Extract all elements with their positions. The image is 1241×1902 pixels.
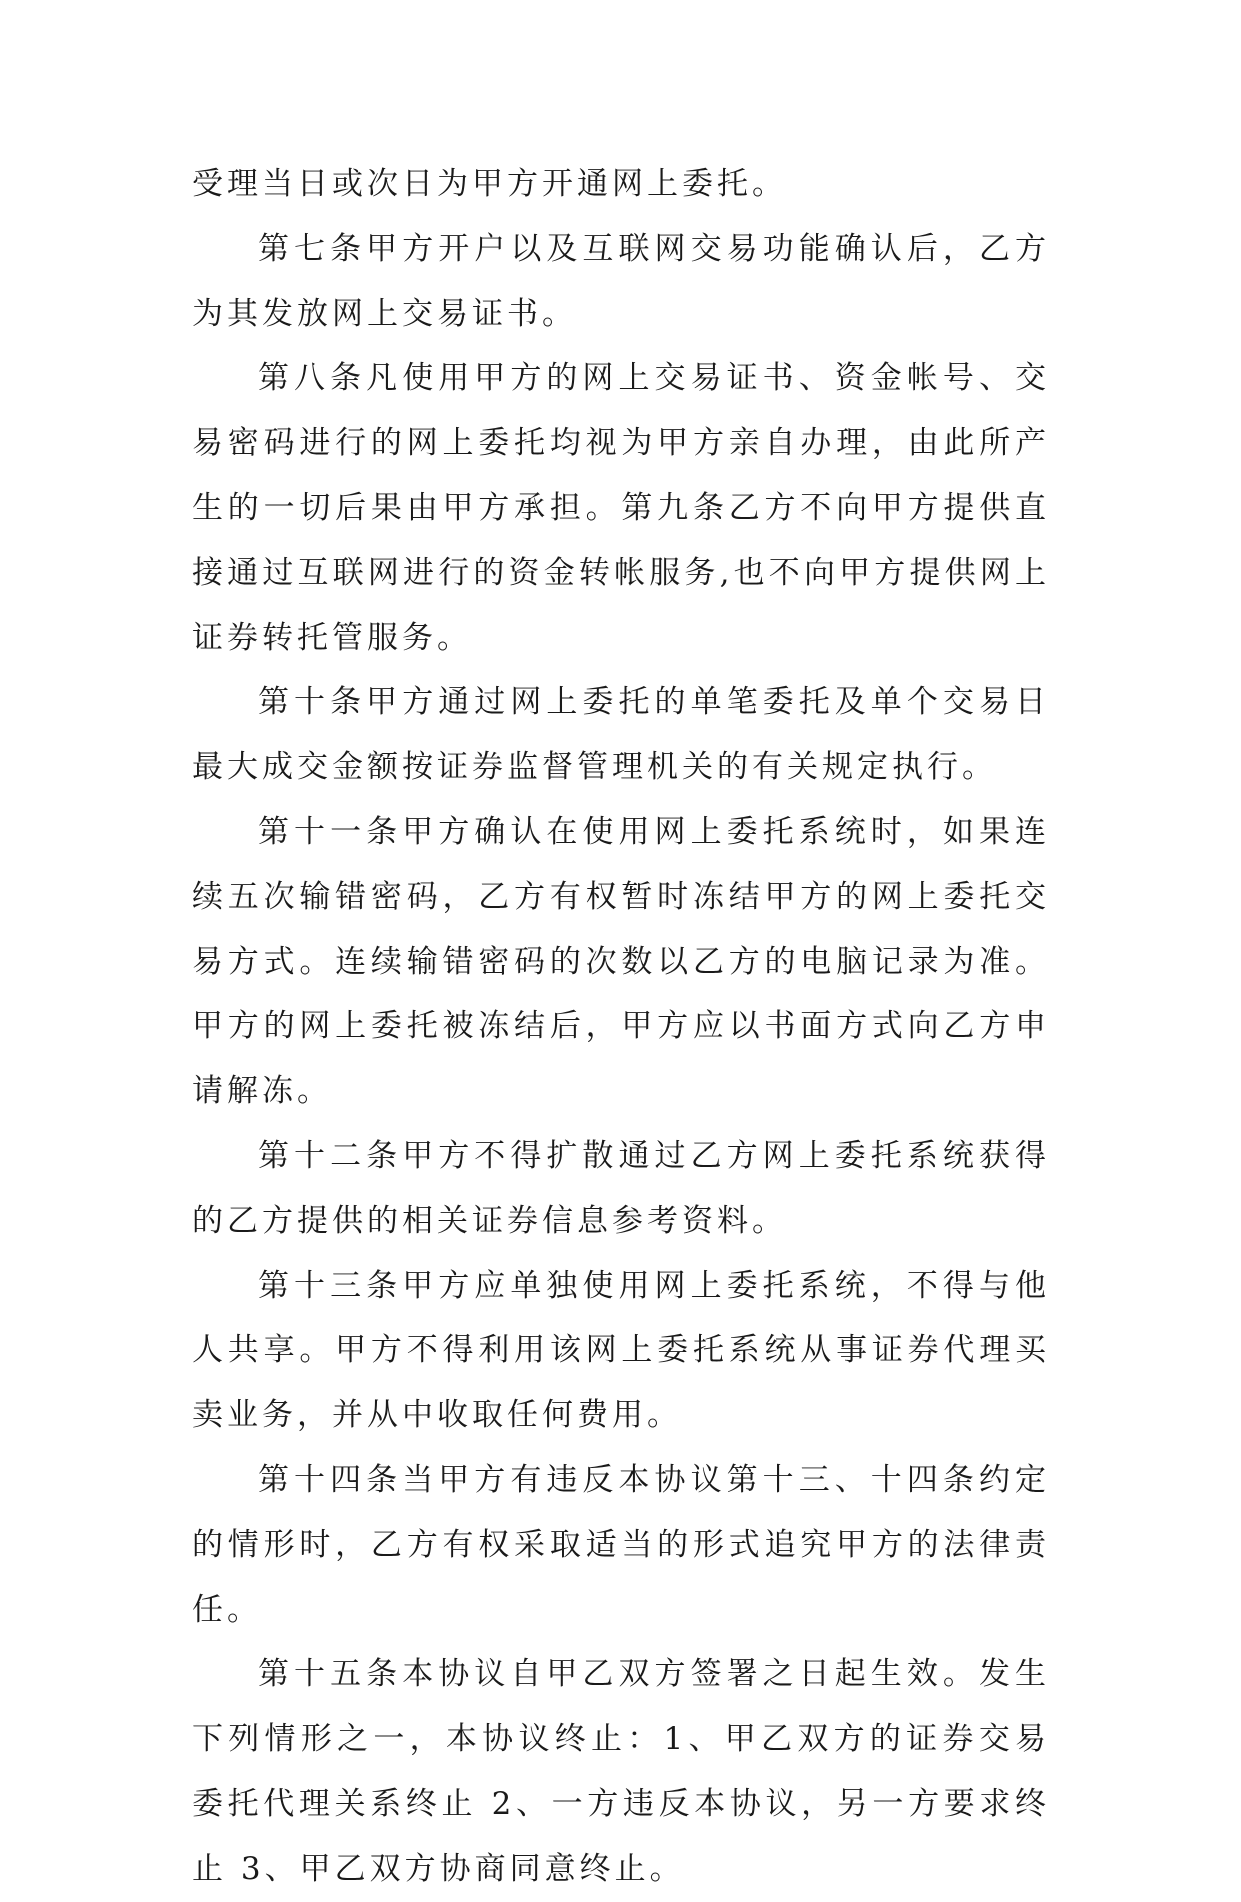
- paragraph-article-11: 第十一条甲方确认在使用网上委托系统时，如果连续五次输错密码，乙方有权暂时冻结甲方的网上委托交易方式。连续输错密码的次数以乙方的电脑记录为准。甲方的网上委托被冻结后，甲方应以书面方式向乙方申请解冻。: [192, 813, 1050, 1110]
- paragraph-article-7: 第七条甲方开户以及互联网交易功能确认后，乙方为其发放网上交易证书。: [192, 230, 1050, 332]
- paragraph-article-14: 第十四条当甲方有违反本协议第十三、十四条约定的情形时，乙方有权采取适当的形式追究甲方的法律责任。: [192, 1461, 1050, 1628]
- paragraph-article-8-9: 第八条凡使用甲方的网上交易证书、资金帐号、交易密码进行的网上委托均视为甲方亲自办理，由此所产生的一切后果由甲方承担。第九条乙方不向甲方提供直接通过互联网进行的资金转帐服务,也不向甲方提供网上证券转托管服务。: [192, 360, 1050, 656]
- paragraph-continuation: 受理当日或次日为甲方开通网上委托。: [192, 166, 787, 202]
- paragraph-article-10: 第十条甲方通过网上委托的单笔委托及单个交易日最大成交金额按证券监督管理机关的有关规定执行。: [192, 684, 1050, 786]
- document-body: [192, 152, 1050, 1902]
- paragraph-article-15: 第十五条本协议自甲乙双方签署之日起生效。发生下列情形之一，本协议终止：1、甲乙双方的证券交易委托代理关系终止 2、一方违反本协议，另一方要求终止 3、甲乙双方协商同意终止。: [192, 1656, 1050, 1887]
- paragraph-article-12: 第十二条甲方不得扩散通过乙方网上委托系统获得的乙方提供的相关证券信息参考资料。: [192, 1137, 1050, 1239]
- paragraph-article-13: 第十三条甲方应单独使用网上委托系统，不得与他人共享。甲方不得利用该网上委托系统从事证券代理买卖业务，并从中收取任何费用。: [192, 1267, 1050, 1434]
